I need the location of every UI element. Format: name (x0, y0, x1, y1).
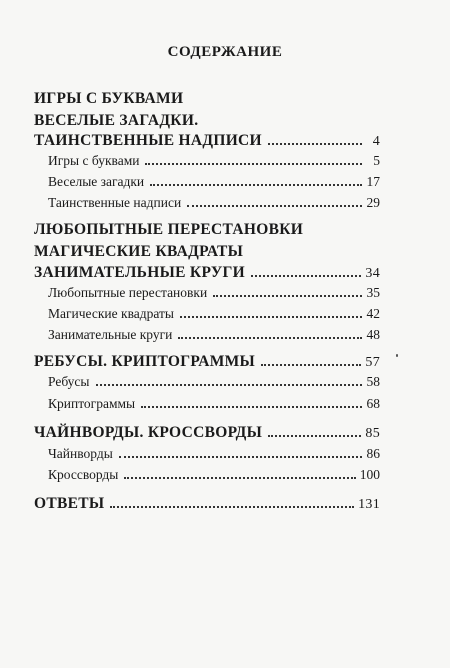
toc-entry (48, 306, 380, 322)
toc-entry-text: Таинственные надписи (48, 195, 182, 210)
toc-heading (34, 264, 380, 282)
toc-entry-text: Любопытные перестановки (48, 285, 208, 300)
toc-heading (34, 132, 380, 150)
toc-entry (48, 174, 380, 190)
print-speck (396, 354, 398, 357)
dot-leader (178, 337, 362, 339)
toc-entry (48, 285, 380, 301)
page-number: 29 (366, 195, 380, 210)
toc-entry-text: Занимательные круги (48, 327, 173, 342)
toc-entry-text: Магические квадраты (48, 306, 174, 321)
page-number: 34 (365, 266, 380, 281)
toc-heading-text: ЗАНИМАТЕЛЬНЫЕ КРУГИ (34, 264, 246, 281)
toc-heading-text: ЛЮБОПЫТНЫЕ ПЕРЕСТАНОВКИ (34, 221, 304, 238)
dot-leader (145, 163, 362, 165)
toc-heading (34, 495, 380, 513)
toc-heading-text: ВЕСЕЛЫЕ ЗАГАДКИ. (34, 112, 199, 129)
page-number: 4 (372, 134, 380, 149)
page-number: 5 (373, 153, 380, 168)
toc-entry (48, 446, 380, 462)
page-number: 131 (358, 497, 380, 512)
toc-entry-text: Ребусы (48, 374, 90, 389)
page-number: 17 (366, 174, 380, 189)
page-number: 86 (366, 446, 380, 461)
page-number: 57 (365, 355, 380, 370)
dot-leader (268, 435, 361, 437)
page-title: СОДЕРЖАНИЕ (167, 44, 283, 60)
toc-entry-text: Кроссворды (48, 467, 119, 482)
page-number: 35 (366, 285, 380, 300)
dot-leader (213, 295, 362, 297)
page-number: 100 (359, 467, 380, 482)
toc-heading (34, 353, 380, 371)
dot-leader (119, 456, 362, 458)
toc-entry (48, 467, 380, 483)
page-number: 85 (365, 426, 380, 441)
toc-entry-text: Чайнворды (48, 446, 113, 461)
toc-heading (34, 243, 243, 261)
toc-entry-text: Криптограммы (48, 396, 136, 411)
toc-heading (34, 424, 380, 442)
dot-leader (261, 364, 361, 366)
toc-heading-text: ЧАЙНВОРДЫ. КРОССВОРДЫ (34, 424, 263, 441)
toc-heading-text: МАГИЧЕСКИЕ КВАДРАТЫ (34, 243, 244, 260)
toc-entry (48, 195, 380, 211)
toc-heading (34, 221, 303, 239)
page-number: 48 (366, 327, 380, 342)
dot-leader (251, 275, 361, 277)
toc-entry (48, 153, 380, 169)
toc-entry-text: Игры с буквами (48, 153, 140, 168)
dot-leader (141, 406, 362, 408)
toc-heading-text: ТАИНСТВЕННЫЕ НАДПИСИ (34, 132, 262, 149)
dot-leader (124, 477, 355, 479)
toc-heading (34, 112, 198, 130)
toc-heading-text: ОТВЕТЫ (34, 495, 105, 512)
toc-heading-text: ИГРЫ С БУКВАМИ (34, 90, 184, 107)
toc-entry (48, 396, 380, 412)
dot-leader (187, 205, 362, 207)
toc-entry-text: Веселые загадки (48, 174, 145, 189)
toc-heading-text: РЕБУСЫ. КРИПТОГРАММЫ (34, 353, 256, 370)
toc-entry (48, 374, 380, 390)
dot-leader (180, 316, 362, 318)
page-number: 68 (366, 396, 380, 411)
toc-heading (34, 90, 183, 108)
toc-entry (48, 327, 380, 343)
dot-leader (268, 143, 362, 145)
page-number: 42 (366, 306, 380, 321)
dot-leader (110, 506, 354, 508)
dot-leader (96, 384, 363, 386)
page-number: 58 (366, 374, 380, 389)
dot-leader (150, 184, 362, 186)
